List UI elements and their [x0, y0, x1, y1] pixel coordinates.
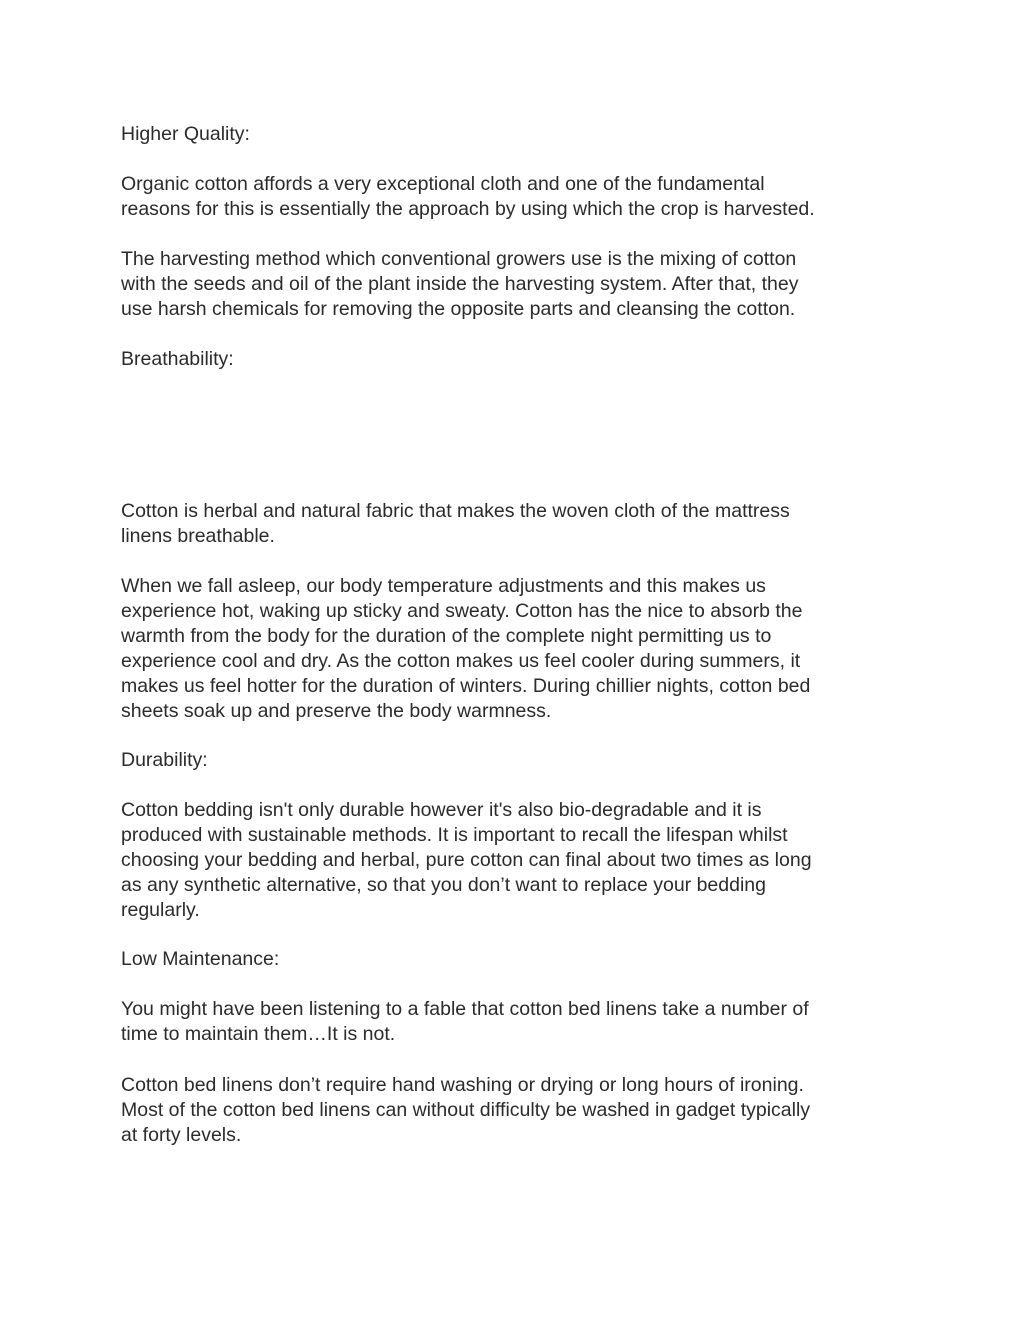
paragraph-harvesting-method: The harvesting method which conventional growers use is the mixing of cotton with the seeds and oil of the plant inside the harvesting system. After that, they use harsh chemicals for removing the opposite parts and cleansing the cotton. — [121, 248, 799, 320]
paragraph-organic-cotton: Organic cotton affords a very exceptional cloth and one of the fundamental reasons for this is essentially the approach by using which the crop is harvested. — [121, 173, 815, 220]
paragraph-washing: Cotton bed linens don’t require hand washing or drying or long hours of ironing. Most of the cotton bed linens can without difficulty be washed in gadget typically at forty levels. — [121, 1074, 811, 1146]
paragraph-cotton-bedding: Cotton bedding isn't only durable however it's also bio-degradable and it is produced with sustainable methods. It is important to recall the lifespan whilst choosing your bedding and herbal, pure cotton can final about two times as long as any synthetic alternative, so that you don’t want to replace your bedding regularly. — [121, 799, 812, 921]
paragraph-cotton-herbal: Cotton is herbal and natural fabric that makes the woven cloth of the mattress linens breathable. — [121, 500, 790, 547]
heading-low-maintenance: Low Maintenance: — [121, 948, 280, 970]
heading-durability: Durability: — [121, 749, 208, 771]
paragraph-fable: You might have been listening to a fable that cotton bed linens take a number of time to maintain them…It is not. — [121, 998, 809, 1045]
heading-higher-quality: Higher Quality: — [121, 123, 250, 145]
paragraph-body-temperature: When we fall asleep, our body temperature adjustments and this makes us experience hot, waking up sticky and sweaty. Cotton has the nice to absorb the warmth from the body for the duration of the complete night permitting us to experience cool and dry. As the cotton makes us feel cooler during summers, it makes us feel hotter for the duration of winters. During chillier nights, cotton bed sheets soak up and preserve the body warmness. — [121, 575, 811, 722]
heading-breathability: Breathability: — [121, 348, 234, 370]
